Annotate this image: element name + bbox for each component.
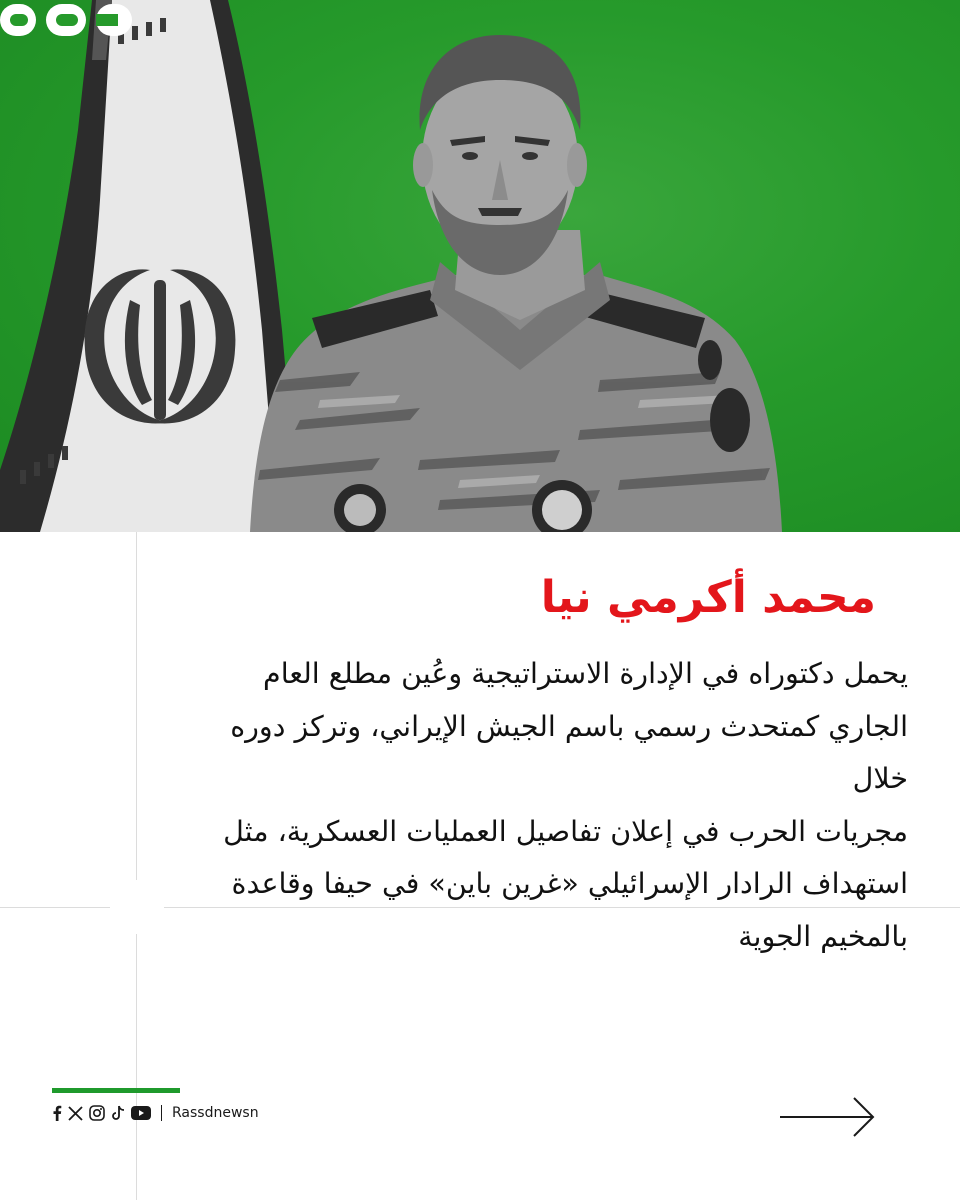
account-handle[interactable]: Rassdnewsn — [172, 1105, 259, 1121]
headline: محمد أكرمي نيا — [540, 572, 876, 623]
body-line: مجريات الحرب في إعلان تفاصيل العمليات العسكرية، مثل — [223, 814, 908, 848]
grid-line — [0, 907, 110, 908]
separator — [161, 1105, 162, 1121]
arrow-right-icon[interactable] — [778, 1094, 878, 1140]
x-icon[interactable] — [68, 1103, 83, 1123]
body-paragraph — [168, 648, 908, 963]
grid-line — [136, 934, 137, 1200]
body-line: استهداف الرادار الإسرائيلي «غرين باين» في حيفا وقاعدة — [231, 867, 908, 900]
iran-flag — [0, 0, 300, 532]
body-line: الجاري كمتحدث رسمي باسم الجيش الإيراني، وتركز دوره خلال — [230, 709, 908, 795]
social-links — [52, 1102, 259, 1124]
rassd-logo — [0, 0, 132, 40]
body-line: يحمل دكتوراه في الإدارة الاستراتيجية وعُين مطلع العام — [263, 657, 908, 690]
portrait-illustration — [0, 0, 960, 532]
youtube-icon[interactable] — [131, 1103, 151, 1123]
footer-accent-bar — [52, 1088, 180, 1093]
hero-image — [0, 0, 960, 532]
body-line: بالمخيم الجوية — [738, 919, 908, 953]
tiktok-icon[interactable] — [111, 1103, 125, 1123]
instagram-icon[interactable] — [89, 1103, 105, 1123]
facebook-icon[interactable] — [52, 1103, 62, 1123]
person-portrait — [250, 35, 782, 532]
